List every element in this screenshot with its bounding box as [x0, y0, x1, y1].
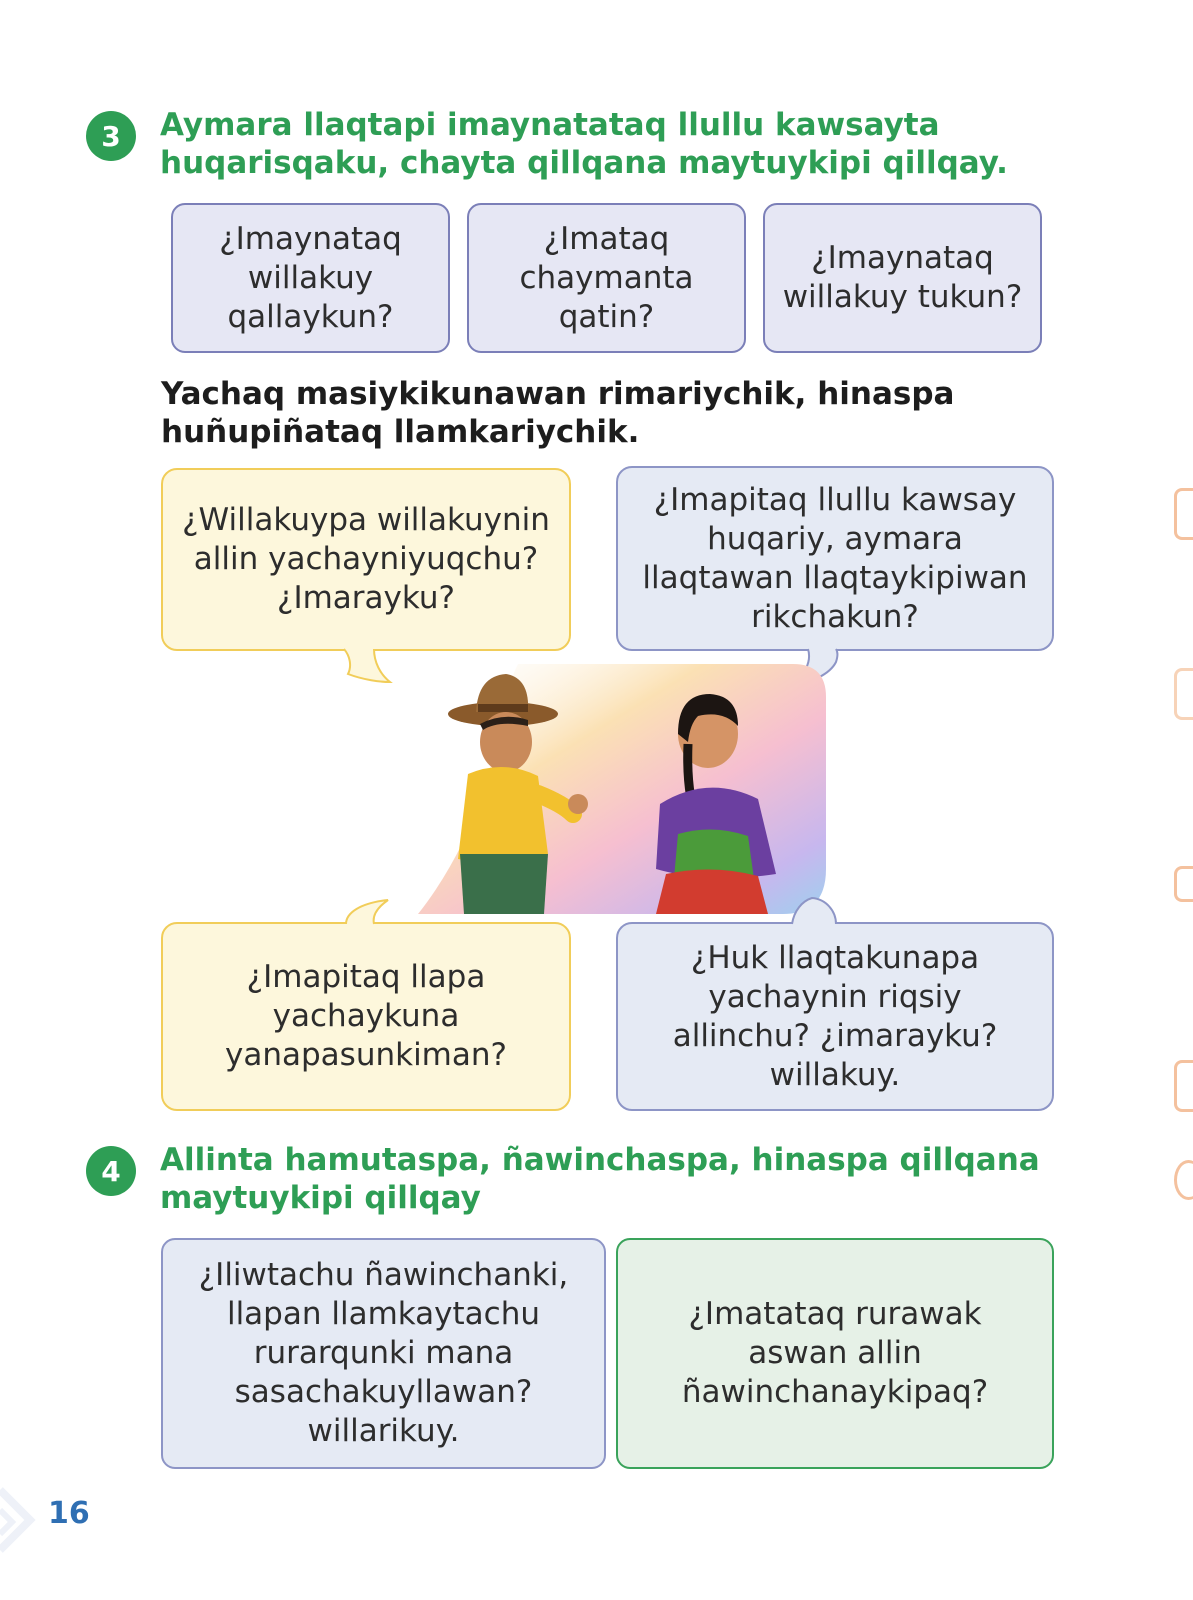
reflection-box-improve-reading: ¿Imatataq rurawak aswan allin ñawinchanaykipaq? [616, 1238, 1054, 1469]
edge-decoration-2 [1174, 668, 1193, 720]
speech-bubble-top-right: ¿Imapitaq llullu kawsay huqariy, aymara llaqtawan llaqtaykipiwan rikchakun? [616, 466, 1054, 651]
step-number-4: 4 [101, 1154, 121, 1188]
reflection-box-reading-work: ¿Iliwtachu ñawinchanki, llapan llamkaytachu rurarqunki mana sasachakuyllawan? willarikuy. [161, 1238, 606, 1469]
step-number-3: 3 [101, 119, 121, 153]
speech-bubble-tail-bottom-right [788, 897, 844, 925]
question-box-beginning: ¿Imaynataq willakuy qallaykun? [171, 203, 450, 353]
edge-decoration-4 [1174, 1060, 1193, 1112]
speech-bubble-bottom-right: ¿Huk llaqtakunapa yachaynin riqsiy allinchu? ¿imarayku? willakuy. [616, 922, 1054, 1111]
speech-bubble-top-left: ¿Willakuypa willakuynin allin yachayniyuqchu? ¿Imarayku? [161, 468, 571, 651]
question-box-ending: ¿Imaynataq willakuy tukun? [763, 203, 1042, 353]
group-discussion-instruction: Yachaq masiykikunawan rimariychik, hinaspa huñupiñataq llamkariychik. [161, 376, 955, 450]
step-number-badge-4 [86, 1146, 136, 1196]
step-number-badge-3 [86, 111, 136, 161]
section-4-instruction: Allinta hamutaspa, ñawinchaspa, hinaspa qillqana maytuykipi qillqay [160, 1142, 1040, 1216]
speech-bubble-tail-bottom-left [338, 899, 394, 925]
question-box-middle: ¿Imataq chaymanta qatin? [467, 203, 746, 353]
page-number: 16 [48, 1496, 90, 1531]
children-talking-illustration [398, 664, 828, 916]
section-3-instruction: Aymara llaqtapi imaynatataq llullu kawsayta huqarisqaku, chayta qillqana maytuykipi qillqay. [160, 107, 1008, 181]
edge-decoration-1 [1174, 488, 1193, 540]
speech-bubble-tail-top-left [340, 648, 396, 684]
edge-decoration-5 [1174, 1160, 1193, 1200]
speech-bubble-bottom-left: ¿Imapitaq llapa yachaykuna yanapasunkiman? [161, 922, 571, 1111]
edge-decoration-3 [1174, 866, 1193, 902]
corner-pattern-decoration [0, 1470, 46, 1590]
